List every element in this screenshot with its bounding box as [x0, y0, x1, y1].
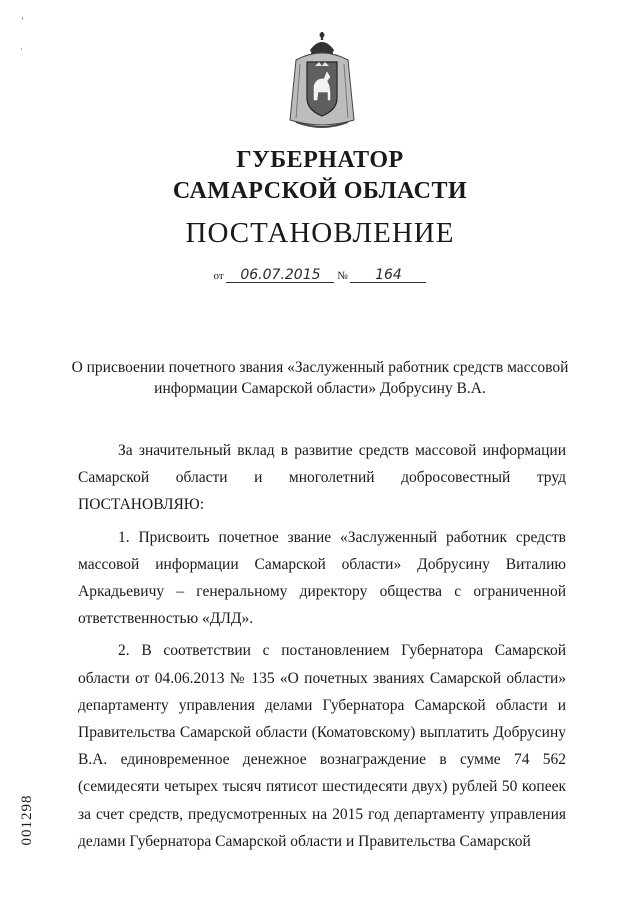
- document-subject: О присвоении почетного звания «Заслуженный работник средств массовой информации Самарской области» Добрусину В.А.: [71, 359, 569, 397]
- scan-mark: ʼ: [21, 16, 24, 26]
- number-handwritten: 164: [350, 268, 426, 283]
- document-body: [78, 437, 566, 855]
- body-paragraph-preamble: За значительный вклад в развитие средств массовой информации Самарской области и многолетний добросовестный труд ПОСТАНОВЛЯЮ:: [78, 442, 566, 514]
- authority-line-1: ГУБЕРНАТОР: [236, 147, 404, 173]
- body-paragraph-1: 1. Присвоить почетное звание «Заслуженный работник средств массовой информации Самарской области» Добрусину Виталию Аркадьевичу – генеральному директору общества с ограниченной ответственностью «ДЛД».: [78, 528, 566, 628]
- archive-stamp-number: 001298: [19, 794, 35, 846]
- coat-of-arms-icon: [286, 30, 358, 132]
- number-sign: №: [337, 270, 348, 282]
- date-prefix: от: [213, 270, 224, 282]
- authority-line-2: САМАРСКОЙ ОБЛАСТИ: [172, 178, 468, 204]
- document-type-title: ПОСТАНОВЛЕНИЕ: [185, 217, 455, 249]
- date-number-line: [0, 268, 640, 283]
- body-paragraph-2: 2. В соответствии с постановлением Губернатора Самарской области от 04.06.2013 № 135 «О почетных званиях Самарской области» департаменту управления делами Губернатора Самарской области и Правительства Самарской области (Коматовскому) выплатить Добрусину В.А. единовременное денежное вознаграждение в сумме 74 562 (семидесяти четырех тысяч пятисот шестидесяти двух) рублей 50 копеек за счет средств, предусмотренных на 2015 год департаменту управления делами Губернатора Самарской области и Правительства Самарской: [78, 642, 566, 850]
- scan-mark: ·: [20, 44, 23, 54]
- date-handwritten: 06.07.2015: [226, 268, 334, 283]
